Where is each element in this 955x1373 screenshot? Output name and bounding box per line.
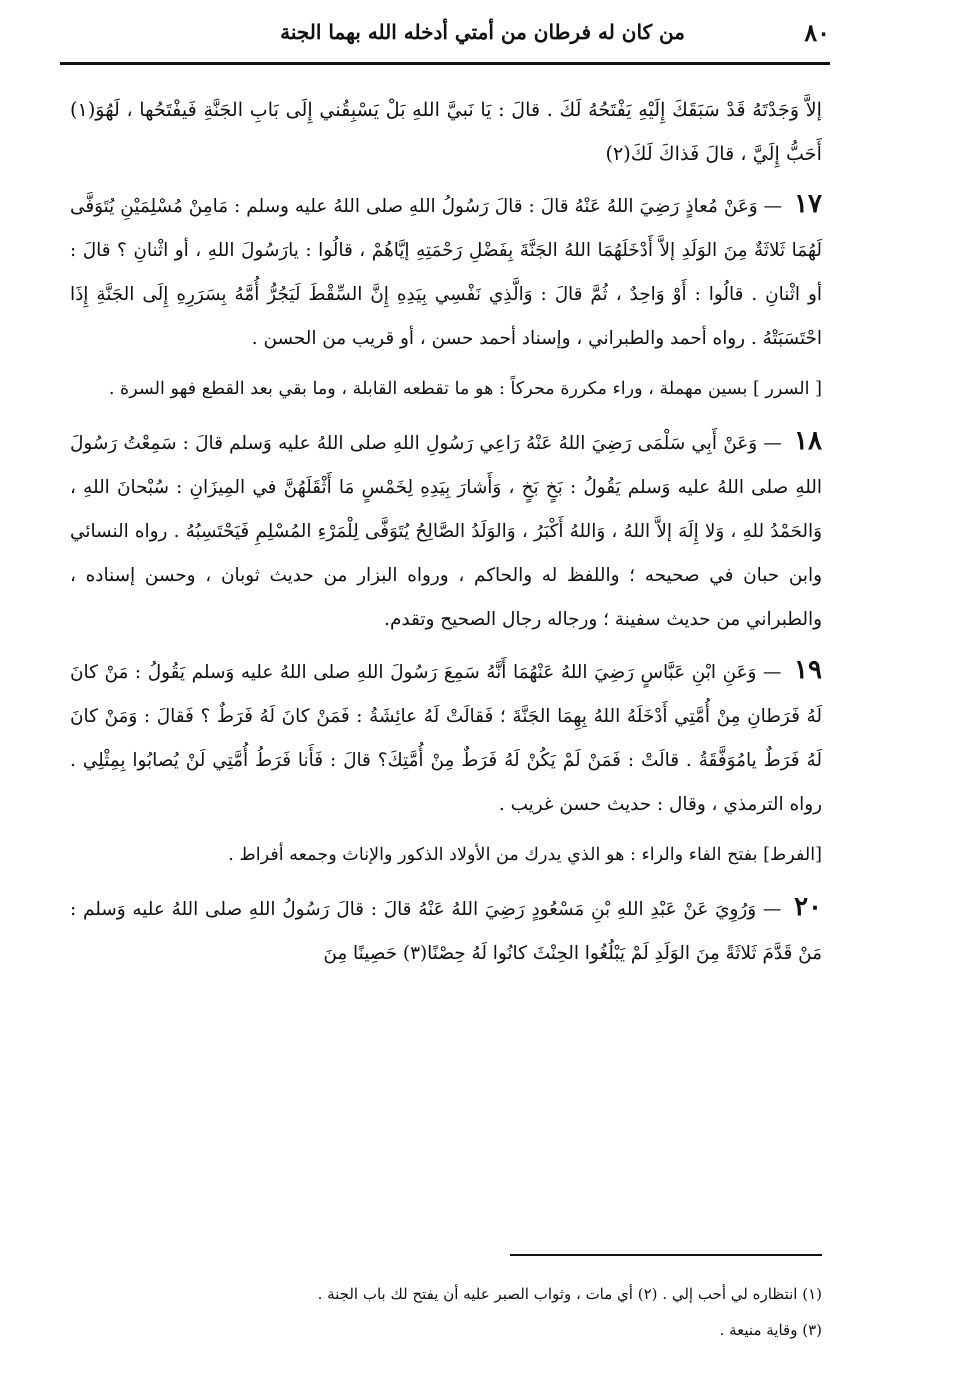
page-header [60, 14, 830, 54]
hadith-number: ١٨ [794, 426, 822, 456]
paragraph-text: [ السرر ] بسين مهملة ، وراء مكررة محركاً : هو ما تقطعه القابلة ، وما بقي بعد القطع فهو السرة . [108, 379, 822, 399]
page-number: ٨٠ [804, 18, 830, 47]
paragraph-text: — وَعَنِ ابْنِ عَبَّاسٍ رَضِيَ اللهُ عَنْهُمَا أَنَّهُ سَمِعَ رَسُولَ اللهِ صلى اللهُ عليه وَسلم يَقُولُ : مَنْ كانَ لَهُ فَرَطانِ مِنْ أُمَّتِي أَدْخَلَهُ اللهُ بِهِمَا الجَنَّةَ ؛ فَقالَتْ لَهُ عائِشَةُ : فَمَنْ كانَ لَهُ فَرَطٌ ؟ فَقالَ : وَمَنْ كانَ لَهُ فَرَطٌ يامُوَفَّقَةُ . قالَتْ : فَمَنْ لَمْ يَكُنْ لَهُ فَرَطٌ مِنْ أُمَّتِكَ؟ قالَ : فَأَنا فَرَطُ أُمَّتِي لَنْ يُصابُوا بِمِثْلِي . رواه الترمذي ، وقال : حديث حسن غريب . [70, 662, 822, 815]
footnote-line: (١) انتظاره لي أحب إلي . (٢) أي مات ، وثواب الصبر عليه أن يفتح لك باب الجنة . [317, 1285, 822, 1303]
paragraph-text: — وَعَنْ أَبِي سَلْمَى رَضِيَ اللهُ عَنْهُ رَاعِي رَسُولِ اللهِ صلى اللهُ عليه وَسلم قالَ : سَمِعْتُ رَسُولَ اللهِ صلى اللهُ عليه وَسلم يَقُولُ : بَخٍ بَخٍ ، وَأَشارَ بِيَدِهِ لِخَمْسٍ مَا أَثْقَلَهُنَّ في المِيزَانِ : سُبْحانَ اللهِ ، وَالحَمْدُ للهِ ، وَلا إِلَهَ إلاَّ اللهُ ، وَاللهُ أَكْبَرُ ، وَالوَلَدُ الصَّالِحُ يُتَوَفَّى لِلْمَرْءِ المُسْلِمِ فَيَحْتَسِبُهُ . رواه النسائي وابن حبان في صحيحه ؛ واللفظ له والحاكم ، ورواه البزار من حديث ثوبان ، وحسن إسناده ، والطبراني من حديث سفينة ؛ ورجاله رجال الصحيح وتقدم. [70, 433, 822, 630]
hadith-17 [70, 182, 822, 361]
footnote-line: (٣) وقاية منيعة . [719, 1321, 822, 1339]
paragraph-text: [الفرط] بفتح الفاء والراء : هو الذي يدرك من الأولاد الذكور والإناث وجمعه أفراط . [228, 845, 822, 865]
footnote-rule [510, 1254, 822, 1256]
glossary-note-farat [70, 833, 822, 877]
hadith-number: ١٧ [794, 189, 822, 219]
paragraph-text: — وَعَنْ مُعاذٍ رَضِيَ اللهُ عَنْهُ قالَ : قالَ رَسُولُ اللهِ صلى اللهُ عليه وسلم : مَامِنْ مُسْلِمَيْنِ يُتَوَفَّى لَهُمَا ثَلاثَةٌ مِنَ الوَلَدِ إلاَّ أَدْخَلَهُمَا اللهُ الجَنَّةَ بِفَضْلِ رَحْمَتِهِ إيَّاهُمْ ، قالُوا : يارَسُولَ اللهِ ، أو اثْنانِ ؟ قالَ : أو اثْنانِ . قالُوا : أَوْ وَاحِدٌ ، ثُمَّ قالَ : وَالَّذِي نَفْسِي بِيَدِهِ إِنَّ السِّقْطَ لَيَجُرُّ أُمَّهُ بِسَرَرِهِ إِلَى الجَنَّةِ إِذَا احْتَسَبَتْهُ . رواه أحمد والطبراني ، وإسناد أحمد حسن ، أو قريب من الحسن . [70, 196, 822, 349]
footnotes [120, 1276, 822, 1348]
hadith-number: ٢٠ [794, 892, 822, 922]
page-body [70, 88, 822, 982]
paragraph-text: إلاَّ وَجَدْتَهُ قَدْ سَبَقَكَ إِلَيْهِ يَفْتَحُهُ لَكَ . قالَ : يَا نَبيَّ اللهِ بَلْ يَسْبِقُني إِلَى بَابِ الجَنَّةِ فَيفْتَحُها ، لَهُوَ(١) أَحَبُّ إِلَيَّ ، قالَ فَذاكَ لَكَ(٢) [70, 98, 822, 165]
hadith-number: ١٩ [794, 655, 822, 685]
glossary-note-sarar [70, 367, 822, 411]
header-rule [60, 62, 830, 65]
hadith-19 [70, 648, 822, 827]
hadith-20 [70, 885, 822, 976]
paragraph-continuation [70, 88, 822, 176]
hadith-18 [70, 419, 822, 642]
paragraph-text: — وَرُوِيَ عَنْ عَبْدِ اللهِ بْنِ مَسْعُودٍ رَضِيَ اللهُ عَنْهُ قالَ : قالَ رَسُولُ اللهِ صلى اللهُ عليه وَسلم : مَنْ قَدَّمَ ثَلاثَةً مِنَ الوَلَدِ لَمْ يَبْلُغُوا الحِنْثَ كانُوا لَهُ حِصْنًا(٣) حَصِينًا مِنَ [70, 899, 822, 964]
running-title: من كان له فرطان من أمتي أدخله الله بهما الجنة [280, 20, 685, 44]
